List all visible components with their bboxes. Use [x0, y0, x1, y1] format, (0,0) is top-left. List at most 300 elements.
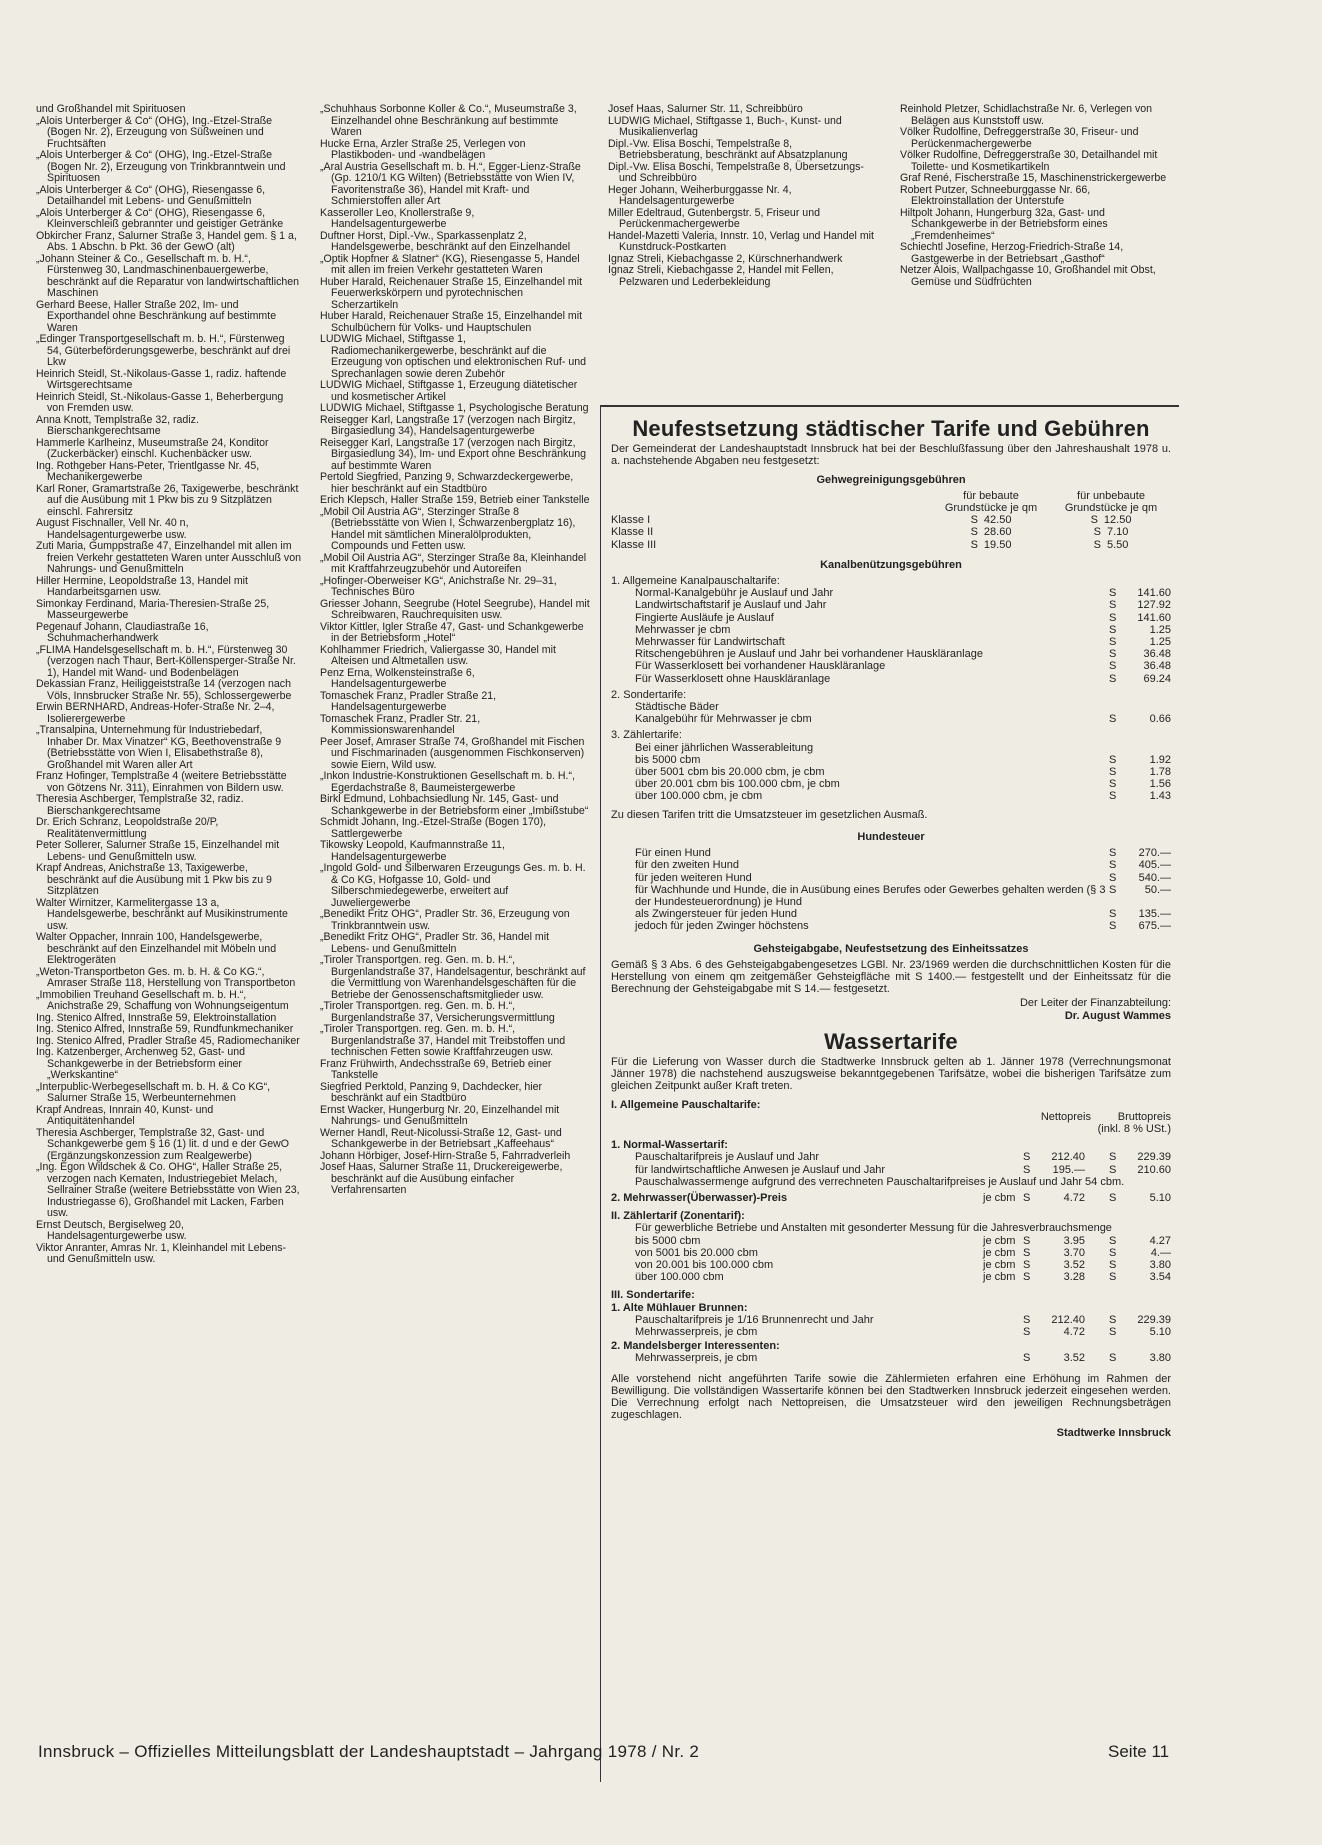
- gewerbe-entry: Peer Josef, Amraser Straße 74, Großhandel mit Fischen und Fischmarinaden (ausgenommen Fischkonserven) sowie Eiern, Wild usw.: [320, 735, 585, 771]
- stadtwerke-signature: Stadtwerke Innsbruck: [1056, 1427, 1171, 1440]
- wasser-zone-row-brutto: 4.27: [1149, 1234, 1171, 1247]
- currency: S: [1109, 660, 1117, 673]
- wasser-s1-title: 1. Alte Mühlauer Brunnen:: [611, 1301, 748, 1314]
- gewerbe-entry: Pegenauf Johann, Claudiastraße 16, Schuhmacherhandwerk: [36, 620, 209, 644]
- gewerbe-entry: LUDWIG Michael, Stiftgasse 1, Erzeugung diätetischer und kosmetischer Artikel: [320, 379, 578, 403]
- gewerbe-entry: „Interpublic-Werbegesellschaft m. b. H. & Co KG“, Salurner Straße 15, Werbeunternehmen: [36, 1080, 271, 1104]
- gewerbe-entry: Völker Rudolfine, Defreggerstraße 30, Friseur- und Perückenmachergewerbe: [900, 126, 1139, 150]
- currency: S: [1109, 1326, 1117, 1338]
- gewerbe-entry: Graf René, Fischerstraße 15, Maschinenstrickergewerbe: [900, 172, 1167, 184]
- finanz-signature-name: Dr. August Wammes: [1064, 1009, 1171, 1022]
- gewerbe-entry: Peter Sollerer, Salurner Straße 15, Einzelhandel mit Lebens- und Genußmitteln usw.: [36, 839, 280, 863]
- gewerbe-entry: Simonkay Ferdinand, Maria-Theresien-Straße 25, Masseurgewerbe: [36, 597, 270, 621]
- gehweg-class: Klasse I: [611, 514, 651, 527]
- gewerbe-entry: Hiller Hermine, Leopoldstraße 13, Handel mit Handarbeitsgarnen usw.: [36, 574, 248, 598]
- gewerbe-entry: Heger Johann, Weiherburggasse Nr. 4, Handelsagenturgewerbe: [608, 183, 792, 207]
- gewerbe-entry: „Immobilien Treuhand Gesellschaft m. b. H.“, Anichstraße 29, Schaffung von Wohnungseigentum: [36, 988, 289, 1012]
- kanal-row: [611, 612, 1171, 624]
- currency: S: [1109, 1191, 1117, 1204]
- wasser-zone-row-unit: je cbm: [983, 1234, 1016, 1247]
- gewerbe-entry: Obkircher Franz, Salurner Straße 3, Handel gem. § 1 a, Abs. 1 Abschn. b Pkt. 36 der GewO (alt): [36, 229, 297, 253]
- gehweg-bebaut-cell: [931, 539, 1051, 551]
- wasser-sec2: II. Zählertarif (Zonentarif):: [611, 1210, 745, 1223]
- gewerbe-entry: Kasseroller Leo, Knollerstraße 9, Handelsagenturgewerbe: [320, 206, 475, 230]
- gewerbe-entry: Hammerle Karlheinz, Museumstraße 24, Konditor (Zuckerbäcker) einschl. Kuchenbäcker usw.: [36, 436, 269, 460]
- wasser-n1-note: Pauschalwassermenge aufgrund des verrechneten Pauschaltarifpreises je Auslauf und Jahr 54 cbm.: [635, 1175, 1125, 1188]
- currency: S: [1109, 883, 1117, 896]
- gewerbe-entry: August Fischnaller, Vell Nr. 40 n, Handelsagenturgewerbe usw.: [36, 517, 189, 541]
- kanal-section-1-title: 1. Allgemeine Kanalpauschaltarife:: [611, 575, 780, 588]
- wasser-normal-row-netto: 195.—: [1052, 1163, 1085, 1176]
- gewerbe-entry: „Mobil Oil Austria AG“, Sterzinger Straße 8 (Betriebsstätte von Wien I, Schwarzenbergplatz 16), Handel mit sämtlichen Mineralölprodukten, Compounds und Fetten usw.: [320, 505, 576, 552]
- gehweg-bebaut-cell: [931, 526, 1051, 538]
- kanal-row-label: Landwirtschaftstarif je Auslauf und Jahr: [635, 599, 827, 612]
- gewerbe-entry: „Benedikt Fritz OHG“, Pradler Str. 36, Erzeugung von Trinkbranntwein usw.: [320, 908, 570, 932]
- gewerbe-entry: „Transalpina, Unternehmung für Industriebedarf, Inhaber Dr. Max Vinatzer“ KG, Beethovenstraße 9 (Betriebsstätte von Wien I, Elisabethstraße 8), Großhandel mit Waren aller Art: [36, 724, 282, 771]
- wasser-zone-row: [611, 1235, 1171, 1247]
- gewerbe-entry: Ignaz Streli, Kiebachgasse 2, Kürschnerhandwerk: [608, 252, 843, 265]
- gewerbe-entry: „Ing. Egon Wildschek & Co. OHG“, Haller Straße 25, verzogen nach Kematen, Industriegebiet Melach, Sellrainer Straße (weitere Betriebsstätte von Wien 23, Industriegasse 6), Großhandel mit Lacken, Farben usw.: [36, 1161, 300, 1219]
- currency: S: [1109, 1151, 1117, 1164]
- hund-row-value: 50.—: [1144, 883, 1171, 896]
- wasser-zone-row: [611, 1259, 1171, 1271]
- wasser-note: Alle vorstehend nicht angeführten Tarife sowie die Zählermieten erfahren eine Erhöhung im Rahmen der Bewilligung. Die vollständigen Wassertarife können bei den Stadtwerken Innsbruck jederzeit eingesehen werden. Die Verrechnung erfolgt nach Nettopreisen, die Umsatzsteuer wird den jeweiligen Rechnungsbeträgen zugeschlagen.: [611, 1372, 1171, 1422]
- gewerbe-entry: Gerhard Beese, Haller Straße 202, Im- und Exporthandel ohne Beschränkung auf bestimmte Waren: [36, 298, 277, 334]
- kanal-row-value: 141.60: [1137, 611, 1171, 624]
- gewerbe-entry: Penz Erna, Wolkensteinstraße 6, Handelsagenturgewerbe: [320, 666, 475, 690]
- gewerbe-entry: Zuti Maria, Gumppstraße 47, Einzelhandel mit allen im freien Verkehr gestatteten Waren unter Ausschluß von Nahrungs- und Genußmitteln: [36, 540, 301, 575]
- currency: S: [1109, 623, 1117, 636]
- wasser-zone-row-label: über 100.000 cbm: [635, 1271, 724, 1284]
- kanal-section-3-title: 3. Zählertarife:: [611, 729, 682, 742]
- gewerbe-entry: Reisegger Karl, Langstraße 17 (verzogen nach Birgitz, Birgasiedlung 34), Im- und Export ohne Beschränkung auf bestimmte Waren: [320, 436, 586, 472]
- gewerbe-entry: Josef Haas, Salurner Str. 11, Schreibbüro: [608, 103, 803, 115]
- gewerbe-entry: und Großhandel mit Spirituosen: [36, 103, 186, 115]
- netto-header: Nettopreis: [1040, 1110, 1091, 1123]
- wasser-zone-row: [611, 1247, 1171, 1259]
- hund-table: [611, 847, 1171, 932]
- wasser-normal-row-label: Pauschaltarifpreis je Auslauf und Jahr: [635, 1151, 820, 1164]
- kanal-row: [611, 660, 1171, 672]
- gewerbe-entry: „Aral Austria Gesellschaft m. b. H.“, Egger-Lienz-Straße (Gp. 1210/1 KG Wilten) (Betriebsstätte von Wien IV, Favoritenstraße 36), Handel mit Kraft- und Schmierstoffen aller Art: [320, 160, 581, 207]
- wasser-muehlau-row-brutto: 229.39: [1137, 1313, 1171, 1326]
- kanal-zaehler-row: [611, 754, 1171, 766]
- kanal-row-value: 36.48: [1143, 648, 1171, 661]
- steig-text: Gemäß § 3 Abs. 6 des Gehsteigabgabengesetzes LGBl. Nr. 23/1969 werden die durchschnittlichen Kosten für die Herstellung von einem qm zeitgemäßer Gehsteigfläche mit S 1400.— festgestellt und der Einheitssatz für die Berechnung der Gehsteigabgabe mit S 14.— festgesetzt.: [611, 958, 1171, 996]
- gewerbe-entry: „Tiroler Transportgen. reg. Gen. m. b. H.“, Burgenlandstraße 37, Handelsagentur, beschränkt auf die Vermittlung von Warenhandelsgeschäften für die Betriebe der Genossenschaftsmitglieder usw.: [320, 954, 586, 1001]
- currency: S: [1109, 611, 1117, 624]
- wasser-zone-row-unit: je cbm: [983, 1246, 1016, 1259]
- wasser-zone-row-brutto: 3.80: [1149, 1258, 1171, 1271]
- wasser-zone-row: [611, 1271, 1171, 1283]
- wasser-zone-row-label: von 5001 bis 20.000 cbm: [635, 1246, 758, 1259]
- gewerbe-entry: LUDWIG Michael, Stiftgasse 1, Buch-, Kunst- und Musikalienverlag: [608, 114, 842, 138]
- gewerbe-entry: Pertold Siegfried, Panzing 9, Schwarzdeckergewerbe, hier beschränkt auf ein Stadtbüro: [320, 471, 574, 495]
- currency: S: [1109, 1258, 1117, 1271]
- gewerbe-entry: Franz Frühwirth, Andechsstraße 69, Betrieb einer Tankstelle: [320, 1057, 552, 1081]
- currency: S: [1023, 1313, 1031, 1326]
- currency: S: [970, 538, 978, 551]
- wasser-muehlau-row: [611, 1326, 1171, 1338]
- ust-note: Zu diesen Tarifen tritt die Umsatzsteuer im gesetzlichen Ausmaß.: [611, 808, 928, 821]
- gewerbe-entry: „Johann Steiner & Co., Gesellschaft m. b. H.“, Fürstenweg 30, Landmaschinenbauergewerbe, beschränkt auf die Reparatur von landwirtschaftlichen Maschinen: [36, 252, 300, 299]
- gewerbe-entry: „Edinger Transportgesellschaft m. b. H.“, Fürstenweg 54, Güterbeförderungsgewerbe, beschränkt auf drei Lkw: [36, 333, 291, 368]
- currency: S: [1109, 672, 1117, 685]
- wasser-sec2-sub: Für gewerbliche Betriebe und Anstalten mit gesonderter Messung für die Jahresverbrauchsmenge: [635, 1222, 1112, 1235]
- finanz-signature-role: Der Leiter der Finanzabteilung:: [1019, 997, 1171, 1010]
- gehweg-unbebaut-cell: [1051, 526, 1171, 538]
- wasser-n2-netto: 4.72: [1063, 1191, 1085, 1204]
- kanal-row-label: Mehrwasser je cbm: [635, 623, 731, 636]
- gewerbe-entry: Viktor Kittler, Igler Straße 47, Gast- und Schankgewerbe in der Betriebsform „Hotel“: [320, 620, 584, 644]
- gewerbe-entry: Dr. Erich Schranz, Leopoldstraße 20/P, Realitätenvermittlung: [36, 816, 219, 840]
- gewerbe-entry: Walter Oppacher, Innrain 100, Handelsgewerbe, beschränkt auf den Einzelhandel mit Möbeln und Elektrogeräten: [36, 931, 277, 966]
- gewerbe-entry: Griesser Johann, Seegrube (Hotel Seegrube), Handel mit Schreibwaren, Rauchrequisiten usw.: [320, 597, 590, 621]
- kanal-zaehler-row-label: bis 5000 cbm: [635, 753, 701, 766]
- wasser-normal-row: [611, 1164, 1171, 1176]
- gewerbe-entry: Viktor Anranter, Amras Nr. 1, Kleinhandel mit Lebens- und Genußmitteln usw.: [36, 1241, 287, 1265]
- tarife-intro: Der Gemeinderat der Landeshauptstadt Innsbruck hat bei der Beschlußfassung über den Jahreshaushalt 1978 u. a. nachstehende Abgaben neu festgesetzt:: [611, 443, 1171, 468]
- brutto-header: Bruttopreis: [1117, 1110, 1171, 1123]
- hund-row-label: für Wachhunde und Hunde, die in Ausübung eines Berufes oder Gewerbes gehalten werden (§ 3 der Hundesteuerordnung) je Hund: [635, 883, 1106, 908]
- gewerbe-entry: Krapf Andreas, Anichstraße 13, Taxigewerbe, beschränkt auf die Ausübung mit 1 Pkw bis zu 9 Sitzplätzen: [36, 862, 272, 897]
- wasser-muehlau-row: [611, 1314, 1171, 1326]
- gewerbe-entry: Ignaz Streli, Kiebachgasse 2, Handel mit Fellen, Pelzwaren und Lederbekleidung: [608, 264, 834, 288]
- kanal-row-value: 1.25: [1149, 623, 1171, 636]
- currency: S: [1023, 1191, 1031, 1204]
- currency: S: [1109, 753, 1117, 766]
- wasser-n1-table: [611, 1151, 1171, 1175]
- kanal-zaehler-row: [611, 790, 1171, 802]
- gewerbe-entry: Völker Rudolfine, Defreggerstraße 30, Detailhandel mit Toilette- und Kosmetikartikeln: [900, 149, 1158, 173]
- gewerbe-entry: Dipl.-Vw. Elisa Boschi, Tempelstraße 8, Übersetzungs- und Schreibbüro: [608, 160, 864, 184]
- wasser-normal-row-unit: [983, 1151, 1023, 1163]
- gewerbe-entry: Tomaschek Franz, Pradler Straße 21, Handelsagenturgewerbe: [320, 689, 497, 713]
- gehweg-unbebaut-value: 12.50: [1103, 514, 1132, 527]
- wasser-normal-row-unit: [983, 1164, 1023, 1176]
- wasser-normal-row-label: für landwirtschaftliche Anwesen je Auslauf und Jahr: [635, 1163, 886, 1176]
- wasser-zone-row-netto: 3.95: [1063, 1234, 1085, 1247]
- gewerbe-entry: Reinhold Pletzer, Schidlachstraße Nr. 6, Verlegen von Belägen aus Kunststoff usw.: [900, 103, 1153, 127]
- gewerbe-entry: „Tiroler Transportgen. reg. Gen. m. b. H.“, Burgenlandstraße 37, Handel mit Treibstoffen und technischen Fetten sowie Kraftfahrzeugen usw.: [320, 1023, 566, 1058]
- gewerbe-entry: Anna Knott, Templstraße 32, radiz. Bierschankgerechtsame: [36, 413, 199, 437]
- hund-row-label: für den zweiten Hund: [635, 859, 739, 872]
- kanal-row: [611, 599, 1171, 611]
- gewerbe-entry: Netzer Alois, Wallpachgasse 10, Großhandel mit Obst, Gemüse und Südfrüchten: [900, 264, 1156, 288]
- wasser-normal-row-netto: 212.40: [1051, 1151, 1085, 1164]
- gewerbe-entry: „Hofinger-Oberweiser KG“, Anichstraße Nr. 29–31, Technisches Büro: [320, 574, 557, 598]
- wasser-zone-table: [611, 1235, 1171, 1284]
- wasser-s2-title: 2. Mandelsberger Interessenten:: [611, 1340, 780, 1353]
- gewerbe-entry: Erwin BERNHARD, Andreas-Hofer-Straße Nr. 2–4, Isolierergewerbe: [36, 701, 275, 725]
- gewerbe-entry: „Optik Hopfner & Slatner“ (KG), Riesengasse 5, Handel mit allen im freien Verkehr gestatteten Waren: [320, 252, 580, 276]
- kanal-zaehler-row: [611, 766, 1171, 778]
- hund-row-label: Für einen Hund: [635, 847, 711, 860]
- currency: S: [1109, 790, 1117, 803]
- kanal-sonder-row-label: Kanalgebühr für Mehrwasser je cbm: [635, 713, 812, 726]
- kanal-row-label: Für Wasserklosett ohne Hauskläranlage: [635, 672, 831, 685]
- currency: S: [1109, 871, 1117, 884]
- hund-row-label: jedoch für jeden Zwinger höchstens: [635, 920, 809, 933]
- currency: S: [1109, 908, 1117, 921]
- gewerbe-entry: Werner Handl, Reut-Nicolussi-Straße 12, Gast- und Schankgewerbe in der Betriebsart „Kaffeehaus“: [320, 1126, 562, 1150]
- wasser-n1-title: 1. Normal-Wassertarif:: [611, 1139, 728, 1152]
- currency: S: [1023, 1246, 1031, 1259]
- gewerbe-entry: „Alois Unterberger & Co“ (OHG), Riesengasse 6, Detailhandel mit Lebens- und Genußmitteln: [36, 183, 266, 207]
- gewerbe-entry: Dekassian Franz, Heiliggeiststraße 14 (verzogen nach Völs, Innsbrucker Straße Nr. 55), Schlossergewerbe: [36, 678, 292, 702]
- currency: S: [1023, 1326, 1031, 1338]
- wasser-title: Wassertarife: [824, 1028, 958, 1054]
- gewerbe-entry: LUDWIG Michael, Stiftgasse 1, Psychologische Beratung: [320, 402, 589, 414]
- kanal-row: [611, 624, 1171, 636]
- kanal-section-2-sub: Städtische Bäder: [635, 701, 719, 714]
- hund-row-value: 540.—: [1138, 871, 1171, 884]
- kanal-section-3-sub: Bei einer jährlichen Wasserableitung: [635, 741, 814, 754]
- wasser-muehlau-row-netto: 4.72: [1063, 1326, 1085, 1338]
- currency: S: [1023, 1234, 1031, 1247]
- currency: S: [1023, 1163, 1031, 1176]
- kanal-zaehler-row-value: 1.92: [1149, 753, 1171, 766]
- gewerbe-entry: „Alois Unterberger & Co“ (OHG), Ing.-Etzel-Straße (Bogen Nr. 2), Erzeugung von Süßweinen und Fruchtsäften: [36, 114, 273, 150]
- gehweg-bebaut-value: 28.60: [983, 526, 1012, 539]
- wasser-mandelsberg-row-brutto: 3.80: [1149, 1352, 1171, 1365]
- wasser-n2-label: 2. Mehrwasser(Überwasser)-Preis: [611, 1191, 788, 1204]
- kanal-row-value: 36.48: [1143, 660, 1171, 673]
- wasser-intro: Für die Lieferung von Wasser durch die Stadtwerke Innsbruck gelten ab 1. Jänner 1978 (Verrechnungsmonat Jänner 1978) die nachstehend auszugsweise bekanntgegebenen Tarifsätze, wobei die bisherigen Tarifsätze zum gleichen Zeitpunkt außer Kraft treten.: [611, 1055, 1171, 1093]
- kanal-zaehler-row-label: über 5001 cbm bis 20.000 cbm, je cbm: [635, 766, 825, 779]
- kanal-zaehler-row-value: 1.78: [1149, 766, 1171, 779]
- gewerbe-entry: Franz Hofinger, Templstraße 4 (weitere Betriebsstätte von Götzens Nr. 311), Einrahmen von Bildern usw.: [36, 770, 287, 794]
- gewerbe-entry: Ing. Stenico Alfred, Innstraße 59, Elektroinstallation: [36, 1011, 277, 1024]
- wasser-n2-table: [611, 1192, 1171, 1204]
- wasser-n2-brutto: 5.10: [1149, 1191, 1171, 1204]
- gewerbe-entry: „Inkon Industrie-Konstruktionen Gesellschaft m. b. H.“, Egerdachstraße 8, Baumeistergewerbe: [320, 770, 575, 794]
- kanal-zaehler-row-value: 1.56: [1149, 778, 1171, 791]
- gehweg-header-unbebaut: für unbebaute Grundstücke je qm: [1064, 489, 1158, 515]
- kanal-table-2: [611, 713, 1171, 725]
- wasser-zone-row-unit: je cbm: [983, 1271, 1016, 1284]
- gewerbe-entry: Handel-Mazetti Valeria, Innstr. 10, Verlag und Handel mit Kunstdruck-Postkarten: [608, 229, 874, 253]
- gewerbe-entry: Heinrich Steidl, St.-Nikolaus-Gasse 1, radiz. haftende Wirtsgerechtsame: [36, 367, 287, 391]
- wasser-sec1: I. Allgemeine Pauschaltarife:: [611, 1098, 761, 1111]
- gehweg-row: [611, 514, 1171, 526]
- hund-row-value: 405.—: [1138, 859, 1171, 872]
- hund-row: [611, 859, 1171, 871]
- gewerbe-entry: Huber Harald, Reichenauer Straße 15, Einzelhandel mit Schulbüchern für Volks- und Hauptschulen: [320, 310, 583, 334]
- gewerbe-entry: Huber Harald, Reichenauer Straße 15, Einzelhandel mit Feuerwerkskörpern und pyrotechnischen Scherzartikeln: [320, 275, 583, 311]
- gewerbe-entry: Kohlhammer Friedrich, Valiergasse 30, Handel mit Alteisen und Altmetallen usw.: [320, 643, 556, 667]
- gewerbe-entry: Reisegger Karl, Langstraße 17 (verzogen nach Birgitz, Birgasiedlung 34), Handelsagenturgewerbe: [320, 413, 576, 437]
- gewerbe-entry: LUDWIG Michael, Stiftgasse 1, Radiomechanikergewerbe, beschränkt auf die Erzeugung von optischen und elektronischen Ruf- und Sprechanlagen sowie deren Zubehör: [320, 333, 587, 380]
- currency: S: [1109, 587, 1117, 600]
- currency: S: [1023, 1352, 1031, 1365]
- currency: S: [1023, 1271, 1031, 1284]
- hund-row: [611, 908, 1171, 920]
- gewerbe-entry: Ernst Wacker, Hungerburg Nr. 20, Einzelhandel mit Nahrungs- und Genußmitteln: [320, 1103, 560, 1127]
- wasser-s1-table: [611, 1314, 1171, 1338]
- gehweg-class: Klasse III: [611, 538, 657, 551]
- gehweg-row: [611, 526, 1171, 538]
- wasser-zone-row-netto: 3.70: [1063, 1246, 1085, 1259]
- gewerbe-entry: Johann Hörbiger, Josef-Hirn-Straße 5, Fahrradverleih: [320, 1149, 571, 1162]
- gewerbe-entry: Theresia Aschberger, Templstraße 32, radiz. Bierschankgerechtsame: [36, 793, 244, 817]
- kanal-row: [611, 673, 1171, 685]
- kanal-row-label: Fingierte Ausläufe je Auslauf: [635, 611, 774, 624]
- currency: S: [1109, 778, 1117, 791]
- currency: S: [1109, 859, 1117, 872]
- gehweg-heading: Gehwegreinigungsgebühren: [816, 473, 966, 486]
- kanal-row-label: Für Wasserklosett bei vorhandener Hauskläranlage: [635, 660, 886, 673]
- gewerbe-entry: Ing. Rothgeber Hans-Peter, Trientlgasse Nr. 45, Mechanikergewerbe: [36, 459, 260, 483]
- hund-row-label: als Zwingersteuer für jeden Hund: [635, 908, 798, 921]
- wasser-normal-row: [611, 1151, 1171, 1163]
- gewerbe-entry: „FLIMA Handelsgesellschaft m. b. H.“, Fürstenweg 30 (verzogen nach Thaur, Bert-Köllensperger-Straße Nr. 1), Handel mit Wand- und Bodenbelägen: [36, 643, 296, 679]
- page-number: Seite 11: [1108, 1742, 1170, 1761]
- currency: S: [1109, 648, 1117, 661]
- gewerbe-entry: „Tiroler Transportgen. reg. Gen. m. b. H.“, Burgenlandstraße 37, Versicherungsvermittlung: [320, 1000, 555, 1024]
- wasser-muehlau-row-netto: 212.40: [1051, 1313, 1085, 1326]
- currency: S: [1023, 1258, 1031, 1271]
- wasser-muehlau-row-brutto: 5.10: [1149, 1326, 1171, 1338]
- wasser-normal-row-brutto: 210.60: [1137, 1163, 1171, 1176]
- gewerbe-entry: Ing. Stenico Alfred, Pradler Straße 45, Radiomechaniker: [36, 1034, 300, 1047]
- kanal-table-1: [611, 587, 1171, 685]
- column-1: [36, 104, 301, 1266]
- gehweg-unbebaut-cell: [1051, 539, 1171, 551]
- currency: S: [1109, 599, 1117, 612]
- currency: S: [1109, 847, 1117, 860]
- footer-title: Innsbruck – Offizielles Mitteilungsblatt der Landeshauptstadt – Jahrgang 1978 / Nr. 2: [38, 1742, 700, 1761]
- wasser-zone-row-brutto: 3.54: [1149, 1271, 1171, 1284]
- gewerbe-entry: Miller Edeltraud, Gutenbergstr. 5, Friseur und Perückenmachergewerbe: [608, 206, 820, 230]
- currency: S: [1109, 1352, 1117, 1365]
- currency: S: [1093, 526, 1101, 539]
- wasser-s2-table: [611, 1352, 1171, 1364]
- kanal-row-label: Normal-Kanalgebühr je Auslauf und Jahr: [635, 587, 834, 600]
- hund-row: [611, 847, 1171, 859]
- wasser-muehlau-row-unit: [983, 1326, 1023, 1338]
- wasser-muehlau-row-label: Pauschaltarifpreis je 1/16 Brunnenrecht und Jahr: [635, 1313, 874, 1326]
- tarife-box: [600, 405, 1179, 1782]
- wasser-mandelsberg-row-label: Mehrwasserpreis, je cbm: [635, 1352, 758, 1365]
- gewerbe-entry: Schiechtl Josefine, Herzog-Friedrich-Straße 14, Gastgewerbe in der Betriebsart „Gasthof“: [900, 241, 1124, 265]
- kanal-zaehler-row: [611, 778, 1171, 790]
- kanal-zaehler-row-value: 1.43: [1149, 790, 1171, 803]
- kanal-table-3: [611, 754, 1171, 803]
- wasser-muehlau-row-label: Mehrwasserpreis, je cbm: [635, 1326, 758, 1338]
- gewerbe-entry: Siegfried Perktold, Panzing 9, Dachdecker, hier beschränkt auf ein Stadtbüro: [320, 1080, 543, 1104]
- kanal-row-value: 1.25: [1149, 636, 1171, 649]
- currency: S: [1109, 1234, 1117, 1247]
- gewerbe-entry: Heinrich Steidl, St.-Nikolaus-Gasse 1, Beherbergung von Fremden usw.: [36, 390, 284, 414]
- wasser-zone-row-netto: 3.28: [1063, 1271, 1085, 1284]
- gewerbe-entry: Schmidt Johann, Ing.-Etzel-Straße (Bogen 170), Sattlergewerbe: [320, 816, 547, 840]
- wasser-price-header: [611, 1111, 1171, 1135]
- kanal-zaehler-row-label: über 20.001 cbm bis 100.000 cbm, je cbm: [635, 778, 840, 791]
- kanal-zaehler-row-label: über 100.000 cbm, je cbm: [635, 790, 763, 803]
- gewerbe-entry: „Weton-Transportbeton Ges. m. b. H. & Co KG.“, Amraser Straße 118, Herstellung von Transportbeton: [36, 965, 296, 989]
- gehweg-unbebaut-cell: [1051, 514, 1171, 526]
- hund-heading: Hundesteuer: [857, 830, 925, 843]
- tarife-title: Neufestsetzung städtischer Tarife und Gebühren: [632, 416, 1150, 441]
- gehweg-class: Klasse II: [611, 526, 654, 539]
- wasser-mandelsberg-row-unit: [983, 1352, 1023, 1364]
- gewerbe-entry: Ernst Deutsch, Bergiselweg 20, Handelsagenturgewerbe usw.: [36, 1218, 187, 1242]
- gewerbe-entry: „Benedikt Fritz OHG“, Pradler Str. 36, Handel mit Lebens- und Genußmitteln: [320, 931, 550, 955]
- gewerbe-entry: „Ingold Gold- und Silberwaren Erzeugungs Ges. m. b. H. & Co KG, Hofgasse 10, Gold- und Silberschmiedegewerbe, erweitert auf Juweliergewerbe: [320, 862, 586, 909]
- wasser-zone-row-unit: je cbm: [983, 1258, 1016, 1271]
- column-4: [900, 104, 1170, 288]
- kanal-row: [611, 636, 1171, 648]
- wasser-zone-row-label: von 20.001 bis 100.000 cbm: [635, 1258, 774, 1271]
- currency: S: [1109, 1271, 1117, 1284]
- gewerbe-entry: „Mobil Oil Austria AG“, Sterzinger Straße 8a, Kleinhandel mit Kraftfahrzeugzubehör und Autoreifen: [320, 551, 587, 575]
- gewerbe-entry: Tomaschek Franz, Pradler Str. 21, Kommissionswarenhandel: [320, 712, 481, 736]
- currency: S: [1109, 1163, 1117, 1176]
- wasser-n2-unit: je cbm: [983, 1191, 1016, 1204]
- hund-row: [611, 872, 1171, 884]
- gehweg-bebaut-cell: [931, 514, 1051, 526]
- gewerbe-entry: Theresia Aschberger, Templstraße 32, Gast- und Schankgewerbe gem § 16 (1) lit. d und e der GewO (Ergänzungskonzession zum Realgewerbe): [36, 1126, 290, 1162]
- currency: S: [1023, 1151, 1031, 1164]
- currency: S: [1109, 636, 1117, 649]
- wasser-mandelsberg-row-netto: 3.52: [1063, 1352, 1085, 1365]
- wasser-zone-row-brutto: 4.—: [1150, 1246, 1171, 1259]
- gewerbe-entry: Tikowsky Leopold, Kaufmannstraße 11, Handelsagenturgewerbe: [320, 839, 505, 863]
- gewerbe-entry: Josef Haas, Salurner Straße 11, Druckereigewerbe, beschränkt auf die Ausübung einfacher Verfahrensarten: [320, 1161, 563, 1196]
- wasser-normal-row-brutto: 229.39: [1137, 1151, 1171, 1164]
- column-3: [608, 104, 878, 288]
- gewerbe-entry: Dipl.-Vw. Elisa Boschi, Tempelstraße 8, Betriebsberatung, beschränkt auf Absatzplanung: [608, 137, 848, 161]
- hund-row-value: 135.—: [1138, 908, 1171, 921]
- gewerbe-entry: Birkl Edmund, Lohbachsiedlung Nr. 145, Gast- und Schankgewerbe in der Betriebsform einer „Imbißstube“: [320, 793, 589, 817]
- kanal-row: [611, 648, 1171, 660]
- kanal-row-value: 127.92: [1137, 599, 1171, 612]
- column-2: [320, 104, 590, 1197]
- gehweg-header-bebaut: für bebaute Grundstücke je qm: [944, 489, 1038, 515]
- hund-row: [611, 920, 1171, 932]
- hund-row: [611, 884, 1171, 908]
- kanal-row-label: Mehrwasser für Landwirtschaft: [635, 636, 785, 649]
- gewerbe-entry: Erich Klepsch, Haller Straße 159, Betrieb einer Tankstelle: [320, 494, 590, 506]
- gewerbe-entry: Ing. Katzenberger, Archenweg 52, Gast- und Schankgewerbe in der Betriebsform einer „Werkskantine“: [36, 1046, 246, 1081]
- gehweg-bebaut-value: 19.50: [983, 538, 1012, 551]
- gehweg-bebaut-value: 42.50: [983, 514, 1012, 527]
- hund-row-label: für jeden weiteren Hund: [635, 871, 752, 884]
- currency: S: [1090, 514, 1098, 527]
- kanal-sonder-row-value: 0.66: [1149, 713, 1171, 726]
- gewerbe-entry: Robert Putzer, Schneeburggasse Nr. 66, Elektroinstallation der Unterstufe: [900, 183, 1091, 207]
- gehweg-unbebaut-value: 7.10: [1106, 526, 1129, 539]
- kanal-row-label: Ritschengebühren je Auslauf und Jahr bei vorhandener Hauskläranlage: [635, 648, 983, 661]
- currency: S: [1109, 713, 1117, 726]
- kanal-heading: Kanalbenützungsgebühren: [820, 558, 962, 571]
- kanal-row-value: 141.60: [1137, 587, 1171, 600]
- gehweg-unbebaut-value: 5.50: [1106, 538, 1129, 551]
- gewerbe-entry: Hucke Erna, Arzler Straße 25, Verlegen von Plastikboden- und -wandbelägen: [320, 137, 526, 161]
- gehweg-row: [611, 539, 1171, 551]
- wasser-mandelsberg-row: [611, 1352, 1171, 1364]
- kanal-row-value: 69.24: [1143, 672, 1171, 685]
- gewerbe-entry: Duftner Horst, Dipl.-Vw., Sparkassenplatz 2, Handelsgewerbe, beschränkt auf den Einzelhandel: [320, 229, 571, 253]
- wasser-sec3: III. Sondertarife:: [611, 1289, 695, 1302]
- gewerbe-entry: „Alois Unterberger & Co“ (OHG), Ing.-Etzel-Straße (Bogen Nr. 2), Erzeugung von Trinkbranntwein und Spirituosen: [36, 149, 286, 184]
- currency: S: [970, 514, 978, 527]
- kanal-section-2-title: 2. Sondertarife:: [611, 688, 687, 701]
- currency: S: [1109, 766, 1117, 779]
- kanal-row: [611, 587, 1171, 599]
- currency: S: [1093, 538, 1101, 551]
